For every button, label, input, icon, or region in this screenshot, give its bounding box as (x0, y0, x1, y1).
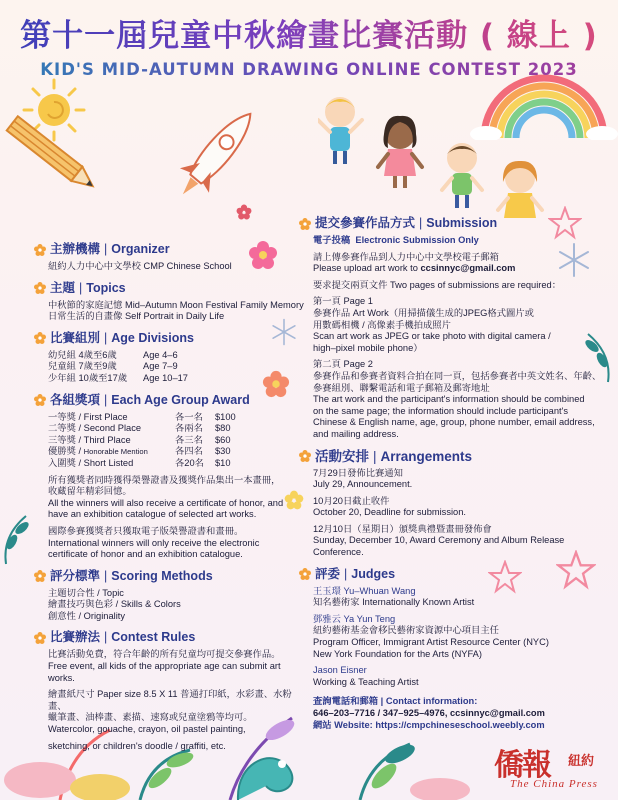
award-zh: 三等獎 (48, 434, 76, 445)
judge-title: 知名藝術家 Internationally Known Artist (313, 597, 475, 608)
age-row (48, 350, 306, 362)
award-en: Second Place (83, 423, 142, 434)
flower-bullet-icon (34, 570, 46, 582)
page2-text: 參賽組別、聯繫電話和電子郵箱及郵寄地址 (313, 382, 490, 393)
page2-text: on the same page; the information should include participant's (313, 405, 569, 416)
judge-title: New York Foundation for the Arts (NYFA) (313, 648, 482, 659)
flower-bullet-icon (299, 218, 311, 230)
heading-zh: 評委 (315, 566, 341, 581)
stamp-en: The China Press (510, 778, 598, 790)
page2-text: The art work and the participant's information should be combined (313, 394, 585, 405)
intl-note: International winners will only receive the electronic (48, 537, 260, 548)
page1-title: 第一頁 Page 1 (313, 296, 373, 307)
age-zh: 幼兒組 4歲至6歲 (48, 349, 117, 360)
arrangement-zh: 10月20日截止收件 (313, 495, 390, 506)
award-count: 各三名 (175, 434, 203, 445)
intl-note: certificate of honor and an exhibition catalogue. (48, 549, 243, 560)
award-amount: $60 (215, 434, 231, 445)
award-amount: $80 (215, 423, 231, 434)
heading-zh: 比賽組別 (50, 330, 101, 345)
organizer-section (48, 242, 306, 273)
heading-zh: 各組獎項 (50, 392, 101, 407)
page-subtitle: KID'S MID-AUTUMN DRAWING ONLINE CONTEST 2023 (0, 60, 618, 79)
age-en: Age 7–9 (143, 361, 178, 372)
right-column (313, 216, 613, 739)
award-zh: 一等獎 (48, 411, 76, 422)
heading-en: Submission (426, 216, 498, 230)
page2-text: and mailing address. (313, 428, 399, 439)
heading-en: Arrangements (380, 448, 473, 464)
section-heading: 提交參賽作品方式 | Submission (299, 216, 613, 231)
heading-en: Topics (86, 280, 126, 295)
section-heading: 評分標準 | Scoring Methods (34, 569, 306, 584)
page1-text: high–pixel mobile phone） (313, 342, 423, 353)
award-en: Short Listed (83, 457, 134, 468)
section-heading: 評委 | Judges (299, 567, 613, 582)
flower-bullet-icon (299, 450, 311, 462)
heading-en: Age Divisions (111, 330, 194, 345)
flower-bullet-icon (34, 332, 46, 344)
award-zh: 優勝獎 (48, 446, 76, 457)
kids-illustration (318, 90, 568, 230)
section-heading: 比賽辦法 | Contest Rules (34, 630, 306, 645)
award-amount: $30 (215, 446, 231, 457)
arrangement-zh: 12月10日（星期日）頒獎典禮暨畫冊發佈會 (313, 523, 492, 534)
heading-zh: 提交參賽作品方式 (315, 216, 416, 230)
flower-bullet-icon (299, 568, 311, 580)
heading-zh: 活動安排 (315, 448, 369, 464)
award-note: 收藏留年精彩回憶。 (48, 486, 132, 497)
age-zh: 少年組 10歲至17歲 (48, 372, 128, 383)
award-row: 三等獎 / Third Place 各三名 $60 (48, 434, 231, 445)
flower-bullet-icon (34, 632, 46, 644)
rule-text: sketching, or children's doodle / graffiti, etc. (48, 740, 226, 751)
award-amount: $100 (215, 411, 236, 422)
heading-en: Contest Rules (111, 630, 196, 645)
flower-bullet-icon (34, 282, 46, 294)
age-divisions-section (48, 331, 306, 385)
rule-text: Free event, all kids of the appropriate age can submit art works. (48, 661, 281, 683)
scoring-item: 創意性 / Originality (48, 610, 125, 621)
age-en: Age 10–17 (143, 372, 188, 383)
flower-icon (236, 204, 252, 220)
arrangements-section (313, 449, 613, 559)
rule-text: 比賽活動免費，符合年齡的所有兒童均可提交參賽作品。 (48, 649, 281, 660)
rule-text: 繪畫紙尺寸 Paper size 8.5 X 11 普通打印紙，水彩畫、水粉畫、 (48, 689, 292, 711)
upload-text: Please upload art work to ccsinnyc@gmail.com (313, 263, 516, 274)
age-zh: 兒童組 7歲至9歲 (48, 361, 117, 372)
heading-en: Scoring Methods (111, 568, 213, 583)
contact-phones[interactable]: 646–203–7716 / 347–925–4976, ccsinnyc@gmail.com (313, 708, 545, 718)
contact-heading: 查詢電話和郵箱 | Contact information: (313, 696, 478, 707)
page1-text: Scan art work as JPEG or take photo with digital camera / (313, 331, 551, 342)
judge-title: 紐約藝術基金會移民藝術家資源中心項目主任 (313, 625, 499, 636)
award-row: 優勝獎 / Honorable Mention 各四名 $30 (48, 446, 231, 457)
page2-text: 參賽作品和參賽者資料合拍在同一頁，包括參賽者中英文姓名、年齡、 (313, 370, 602, 381)
topics-section (48, 281, 306, 323)
arrangement-en: October 20, Deadline for submission. (313, 507, 466, 518)
award-note: All the winners will also receive a certificate of honor, and (48, 497, 284, 508)
scoring-item: 繪畫技巧與色彩 / Skills & Colors (48, 599, 181, 610)
leaf-icon (0, 512, 36, 568)
heading-en: Judges (351, 566, 396, 581)
age-row (48, 361, 306, 373)
award-en: First Place (83, 411, 128, 422)
section-heading: 主題 | Topics (34, 281, 306, 296)
scoring-section (48, 569, 306, 623)
rule-text: Watercolor, gouache, crayon, oil pastel painting, (48, 724, 246, 735)
pages-text: 要求提交兩頁文件 Two pages of submissions are required： (313, 279, 562, 290)
award-row: 二等獎 / Second Place 各兩名 $80 (48, 423, 231, 434)
heading-en: Organizer (111, 242, 170, 256)
website-link[interactable]: https://cmpchineseschool.weebly.com (375, 719, 545, 730)
stamp-zh2: 紐約 (568, 753, 595, 768)
judge-name: 王玉環 Yu–Whuan Wang (313, 585, 416, 596)
section-heading: 活動安排 | Arrangements (299, 449, 613, 464)
submission-section (313, 216, 613, 441)
pencil-icon (0, 108, 110, 208)
age-en: Age 4–6 (143, 349, 178, 360)
heading-zh: 評分標準 (50, 568, 101, 583)
rocket-icon (170, 96, 260, 216)
electronic-label: 電子投稿 Electronic Submission Only (313, 235, 479, 245)
judge-title: Working & Teaching Artist (313, 676, 419, 687)
award-en: Third Place (83, 434, 131, 445)
arrangement-zh: 7月29日發佈比賽通知 (313, 467, 403, 478)
email-link[interactable]: ccsinnyc@gmail.com (420, 263, 516, 274)
judge-title: Program Officer, Immigrant Artist Resource Center (NYC) (313, 637, 549, 648)
heading-zh: 比賽辦法 (50, 630, 101, 645)
arrangement-en: July 29, Announcement. (313, 479, 413, 490)
section-heading: 比賽組別 | Age Divisions (34, 331, 306, 346)
topic-item: 中秋節的家庭記憶 Mid–Autumn Moon Festival Family Memory (48, 299, 304, 310)
award-zh: 二等獎 (48, 423, 76, 434)
page-title: 第十一屆兒童中秋繪畫比賽活動 ( 線上 ) (0, 10, 618, 55)
award-count: 各20名 (175, 457, 204, 468)
left-column (48, 242, 306, 760)
section-heading: 主辦機構 | Organizer (34, 242, 306, 257)
arrangement-en: Sunday, December 10, Award Ceremony and Album Release Conference. (313, 535, 565, 558)
organizer-text: 紐約人力中心中文學校 CMP Chinese School (48, 261, 232, 271)
heading-en: Each Age Group Award (111, 392, 250, 407)
award-note: 所有獲獎者同時獲得榮譽證書及獲獎作品集出一本畫冊， (48, 474, 281, 485)
award-count: 各兩名 (175, 423, 203, 434)
intl-note: 國際參賽獲獎者只獲取電子版榮譽證書和畫冊。 (48, 525, 244, 536)
flower-bullet-icon (34, 244, 46, 256)
page2-title: 第二頁 Page 2 (313, 359, 373, 370)
scoring-item: 主題切合性 / Topic (48, 587, 124, 598)
award-count: 各四名 (175, 446, 203, 457)
topic-item: 日常生活的自畫像 Self Portrait in Daily Life (48, 311, 225, 322)
award-amount: $10 (215, 457, 231, 468)
upload-text: 請上傳參賽作品到人力中心中文學校電子郵箱 (313, 251, 499, 262)
heading-zh: 主辦機構 (50, 242, 101, 256)
page1-text: 用數碼相機 / 高像素手機拍成照片 (313, 319, 451, 330)
flower-bullet-icon (34, 394, 46, 406)
award-note: have an exhibition catalogue of selected art works. (48, 509, 257, 520)
award-count: 各一名 (175, 411, 203, 422)
contact-section (313, 696, 613, 731)
award-row: 一等獎 / First Place 各一名 $100 (48, 411, 236, 422)
china-press-watermark (490, 738, 612, 796)
award-en: Honorable Mention (83, 447, 148, 457)
judge-name: Jason Eisner (313, 665, 367, 676)
judge-name: 鄧雅云 Ya Yun Teng (313, 613, 396, 624)
judges-section (313, 567, 613, 689)
page1-text: 參賽作品 Art Work（用掃描儀生成的JPEG格式圖片或 (313, 307, 534, 318)
awards-section (48, 393, 306, 561)
award-zh: 入圍獎 (48, 457, 76, 468)
rule-text: 蠟筆畫、油棒畫、素描、速寫或兒童塗鴉等均可。 (48, 712, 253, 723)
award-row: 入圍獎 / Short Listed 各20名 $10 (48, 457, 231, 468)
rules-section (48, 630, 306, 752)
page2-text: Chinese & English name, age, group, phone number, email address, (313, 417, 595, 428)
stamp-zh: 僑報 (494, 748, 550, 783)
age-row (48, 373, 306, 385)
heading-zh: 主題 (50, 280, 76, 295)
contact-website: 網站 Website: https://cmpchineseschool.weebly.com (313, 719, 545, 730)
section-heading: 各組獎項 | Each Age Group Award (34, 393, 306, 408)
